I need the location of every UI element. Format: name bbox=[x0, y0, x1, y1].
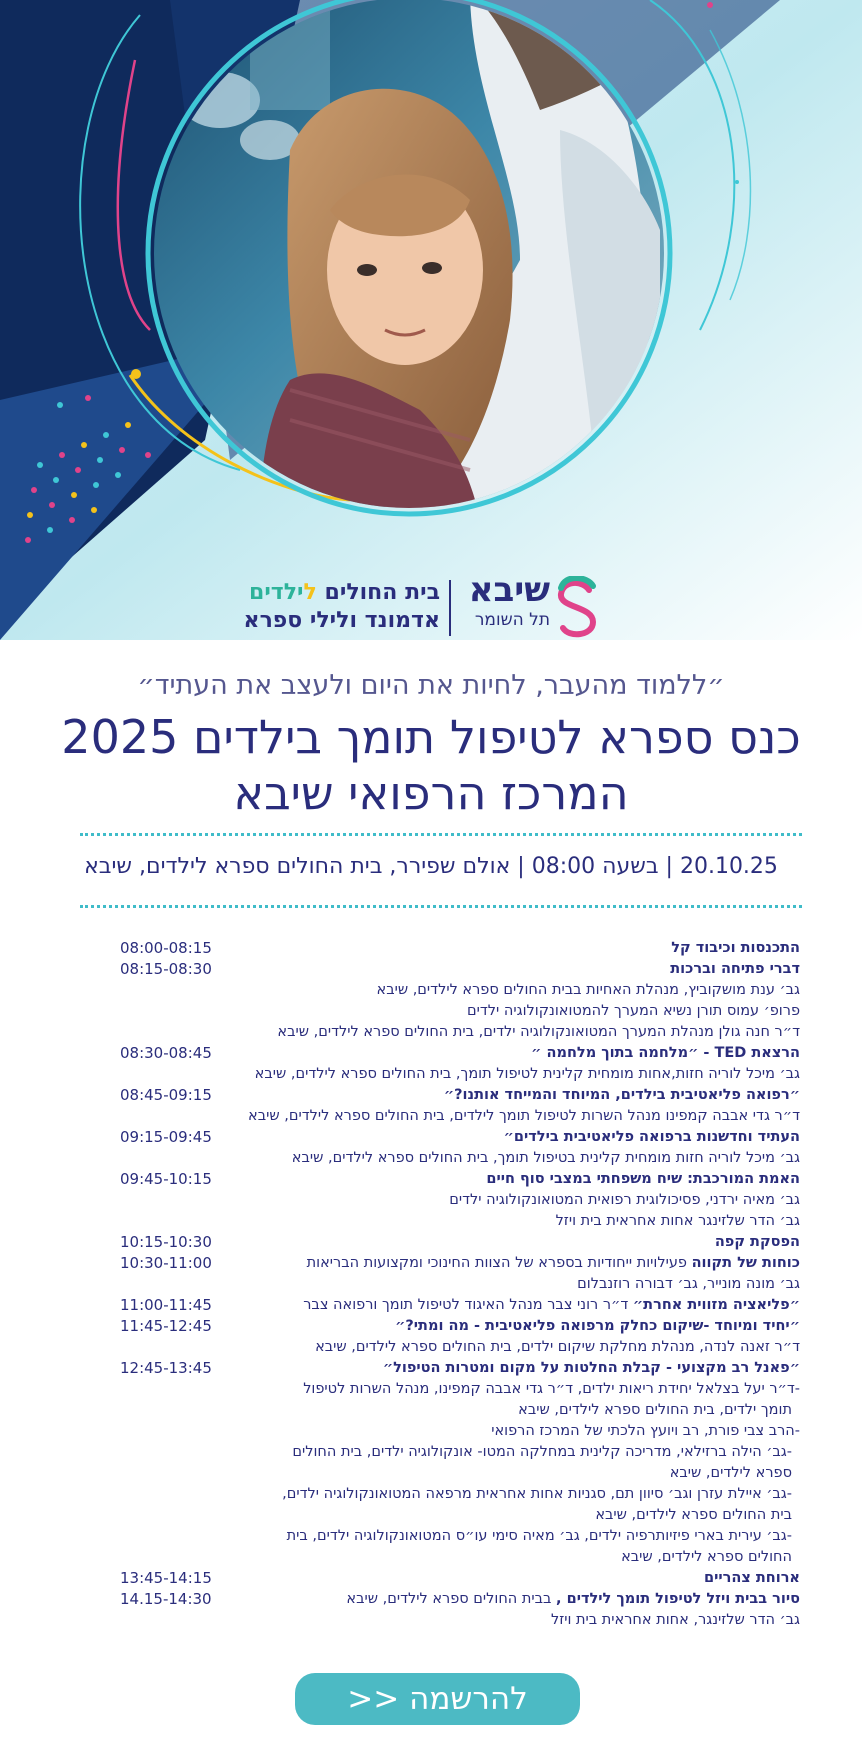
schedule-speaker-line: -ד״ר יעל בצלאל יחידת ריאות ילדים, ד״ר גדי אבבה קמפינו, מנהל השרות לטיפול bbox=[303, 1381, 800, 1397]
schedule-item bbox=[120, 1085, 800, 1127]
schedule-item bbox=[120, 959, 800, 1043]
schedule-list bbox=[120, 938, 800, 1631]
schedule-item bbox=[120, 1043, 800, 1085]
schedule-title-line bbox=[215, 1253, 800, 1274]
schedule-speaker-line: פרופ׳ עמוס תורן נשיא המערך להמטואונקולוגיה ילדים bbox=[467, 1003, 800, 1019]
schedule-speaker-line: גב׳ הדר שלזינגר, אחות אחראית בית ויזל bbox=[550, 1612, 800, 1628]
schedule-title: התכנסות וכיבוד קל bbox=[671, 940, 800, 956]
schedule-speaker-line: גב׳ מיכל לוריה חזות,אחות מומחית קלינית לטיפול תומך, בית החולים ספרא לילדים, שיבא bbox=[254, 1066, 800, 1082]
schedule-item bbox=[120, 1232, 800, 1253]
schedule-time: 08:30-08:45 bbox=[120, 1044, 212, 1062]
schedule-content bbox=[215, 1043, 800, 1085]
register-button[interactable]: להרשמה << bbox=[295, 1673, 580, 1725]
schedule-time: 14.15-14:30 bbox=[120, 1590, 212, 1608]
schedule-title-line bbox=[215, 1085, 800, 1106]
schedule-item bbox=[120, 1358, 800, 1568]
schedule-time: 10:15-10:30 bbox=[120, 1233, 212, 1251]
sheba-logo-icon bbox=[553, 576, 601, 642]
schedule-content bbox=[215, 938, 800, 959]
sheba-logo-name: שיבא bbox=[468, 570, 550, 610]
schedule-speaker-line: ספרא לילדים, שיבא bbox=[669, 1465, 792, 1481]
safra-logo-text-c: ילדים bbox=[249, 580, 304, 605]
safra-logo-line2: אדמונד ולילי ספרא bbox=[243, 608, 440, 633]
event-info: 20.10.25 | בשעה 08:00 | אולם שפירר, בית החולים ספרא לילדים, שיבא bbox=[84, 854, 778, 879]
schedule-time: 08:15-08:30 bbox=[120, 960, 212, 978]
schedule-speaker-line: ד״ר זאנה לנדה, מנהלת מחלקת שיקום ילדים, בית החולים ספרא לילדים, שיבא bbox=[315, 1339, 800, 1355]
schedule-title-rest: ד״ר רוני צבר מנהל האיגוד לטיפול תומך ורפואה צבר bbox=[303, 1297, 633, 1313]
schedule-title-line bbox=[215, 1295, 800, 1316]
schedule-title-rest: פעילויות ייחודיות בספרא של הצוות החינוכי ומקצועות הבריאות bbox=[306, 1255, 692, 1271]
schedule-time: 10:30-11:00 bbox=[120, 1254, 212, 1272]
schedule-title-line bbox=[215, 1589, 800, 1610]
schedule-title: ארוחת צהריים bbox=[704, 1570, 800, 1586]
schedule-speaker-line: -הרב צבי פורת, רב ויועץ הלכתי של המרכז הרפואי bbox=[491, 1423, 800, 1439]
page-title: כנס ספרא לטיפול תומך בילדים 2025 bbox=[61, 710, 801, 764]
safra-logo-line1 bbox=[220, 580, 440, 605]
schedule-title: הרצאת TED - ״מלחמה בתוך מלחמה ״ bbox=[531, 1045, 800, 1061]
schedule-content bbox=[215, 1316, 800, 1358]
schedule-title: דברי פתיחה וברכות bbox=[670, 961, 800, 977]
schedule-content bbox=[215, 1358, 800, 1568]
schedule-speaker-line: ד״ר חנה גולן מנהלת המערך המטואונקולוגיה ילדים, בית החולים ספרא לילדים, שיבא bbox=[277, 1024, 800, 1040]
schedule-title-line bbox=[215, 938, 800, 959]
schedule-speaker-line: -גב׳ הילה ברזילאי, מדריכה קלינית במחלקה המטו- אונקולוגיה ילדים, בית החולים bbox=[292, 1444, 792, 1460]
schedule-speaker-line: גב׳ מונה מונייר, גב׳ דבורה רוזנבלום bbox=[577, 1276, 800, 1292]
schedule-item bbox=[120, 938, 800, 959]
sheba-logo-subtitle: תל השומר bbox=[474, 610, 550, 630]
schedule-time: 09:15-09:45 bbox=[120, 1128, 212, 1146]
schedule-title: העתיד וחדשנות ברפואה פליאטיבית בילדים״ bbox=[503, 1129, 800, 1145]
schedule-title-rest: בבית החולים ספרא לילדים, שיבא bbox=[346, 1591, 557, 1607]
schedule-title: כוחות של תקווה bbox=[691, 1255, 800, 1271]
schedule-content bbox=[215, 1295, 800, 1316]
safra-logo-text-b: ל bbox=[303, 580, 317, 605]
schedule-title-line bbox=[215, 1568, 800, 1589]
schedule-item bbox=[120, 1169, 800, 1232]
schedule-item bbox=[120, 1316, 800, 1358]
safra-logo-text-a: בית החולים bbox=[316, 580, 440, 605]
schedule-title: האמת המורכבת: שיח משפחתי במצבי סוף חיים bbox=[486, 1171, 800, 1187]
schedule-content bbox=[215, 959, 800, 1043]
schedule-title: הפסקת קפה bbox=[714, 1234, 800, 1250]
schedule-title-line bbox=[215, 1127, 800, 1148]
schedule-title-line bbox=[215, 1169, 800, 1190]
schedule-title: ״פליאציה מזווית אחרת״ bbox=[632, 1297, 800, 1313]
schedule-speaker-line: -גב׳ איילת עזרן וגב׳ סיוון תם, סגניות אחות אחראית מרפאה המטואונקולוגיה ילדים, bbox=[282, 1486, 792, 1502]
schedule-title-line bbox=[215, 1316, 800, 1337]
tagline: ״ללמוד מהעבר, לחיות את היום ולעצב את העתיד״ bbox=[137, 670, 725, 701]
dotted-divider-bottom bbox=[80, 905, 802, 908]
schedule-content bbox=[215, 1127, 800, 1169]
schedule-speaker-line: גב׳ הדר שלזינגר אחות אחראית בית ויזל bbox=[555, 1213, 800, 1229]
schedule-title: ״יחיד ומיוחד -שיקום כחלק מרפואה פליאטיבית - מה ומתי?״ bbox=[395, 1318, 800, 1334]
schedule-time: 08:45-09:15 bbox=[120, 1086, 212, 1104]
schedule-title-line bbox=[215, 1043, 800, 1064]
schedule-title: סיור בבית ויזל לטיפול תומך לילדים , bbox=[556, 1591, 800, 1607]
schedule-item bbox=[120, 1295, 800, 1316]
schedule-time: 08:00-08:15 bbox=[120, 939, 212, 957]
schedule-speaker-line: החולים ספרא לילדים, שיבא bbox=[621, 1549, 792, 1565]
hero-banner bbox=[0, 0, 862, 640]
schedule-title: ״פאנל רב מקצועי - קבלת החלטות על מקום ומטרות הטיפול״ bbox=[382, 1360, 800, 1376]
schedule-content bbox=[215, 1085, 800, 1127]
schedule-time: 12:45-13:45 bbox=[120, 1359, 212, 1377]
schedule-speaker-line: ד״ר גדי אבבה קמפינו מנהל השרות לטיפול תומך לילדים, בית החולים ספרא לילדים, שיבא bbox=[248, 1108, 800, 1124]
schedule-speaker-line: גב׳ מאיה ירדני, פסיכולוגית רפואית המטואונקולוגיה ילדים bbox=[449, 1192, 800, 1208]
schedule-time: 11:45-12:45 bbox=[120, 1317, 212, 1335]
schedule-title-line bbox=[215, 1358, 800, 1379]
schedule-speaker-line: גב׳ ענת מושקוביץ, מנהלת האחיות בבית החולים ספרא לילדים, שיבא bbox=[376, 982, 800, 998]
schedule-time: 09:45-10:15 bbox=[120, 1170, 212, 1188]
schedule-item bbox=[120, 1589, 800, 1631]
schedule-time: 13:45-14:15 bbox=[120, 1569, 212, 1587]
schedule-title-line bbox=[215, 959, 800, 980]
schedule-content bbox=[215, 1169, 800, 1232]
schedule-content bbox=[215, 1232, 800, 1253]
schedule-item bbox=[120, 1568, 800, 1589]
schedule-content bbox=[215, 1568, 800, 1589]
schedule-speaker-line: בית החולים ספרא לילדים, שיבא bbox=[595, 1507, 792, 1523]
schedule-speaker-line: -גב׳ עירית בארי פיזיותרפיה ילדים, גב׳ מאיה סימי עו״ס המטואונקולוגיה ילדים, בית bbox=[286, 1528, 792, 1544]
schedule-content bbox=[215, 1589, 800, 1631]
hero-graphic bbox=[0, 0, 862, 640]
page-subtitle: המרכז הרפואי שיבא bbox=[233, 766, 629, 820]
logo-divider bbox=[449, 580, 451, 636]
schedule-title: ״רפואה פליאטיבית בילדים, המיוחד והמייחד אותנו?״ bbox=[443, 1087, 800, 1103]
dotted-divider-top bbox=[80, 833, 802, 836]
schedule-item bbox=[120, 1253, 800, 1295]
schedule-speaker-line: גב׳ מיכל לוריה חזות מומחית קלינית בטיפול תומך, בית החולים ספרא לילדים, שיבא bbox=[291, 1150, 800, 1166]
schedule-title-line bbox=[215, 1232, 800, 1253]
schedule-speaker-line: תומך ילדים, בית החולים ספרא לילדים, שיבא bbox=[518, 1402, 792, 1418]
schedule-time: 11:00-11:45 bbox=[120, 1296, 212, 1314]
schedule-item bbox=[120, 1127, 800, 1169]
schedule-content bbox=[215, 1253, 800, 1295]
